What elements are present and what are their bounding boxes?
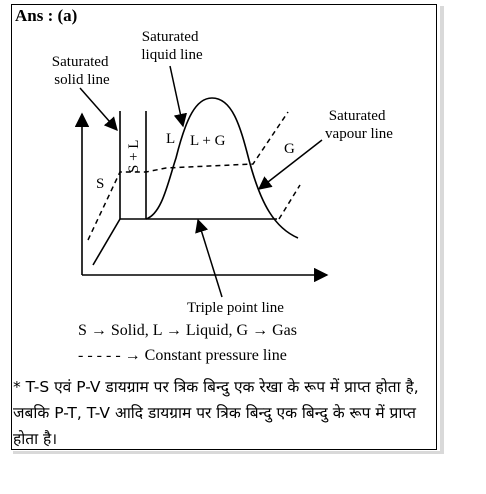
legend-states: S → Solid, L → Liquid, G → Gas (78, 322, 297, 339)
legend-constant-pressure: - - - - - → Constant pressure line (78, 347, 287, 364)
region-l-plus-g-label: L + G (190, 133, 226, 149)
saturated-vapour-line-label: Saturated vapour line (325, 108, 393, 142)
region-s-plus-l-label: S + L (126, 139, 142, 173)
solid-region-base (93, 219, 120, 265)
constant-pressure-line-lower (279, 185, 300, 219)
saturated-solid-line-label: Saturated solid line (51, 54, 110, 88)
region-s-label: S (96, 176, 105, 192)
triple-point-line-label: Triple point line (187, 300, 284, 316)
region-l-label: L (166, 131, 176, 147)
saturated-liquid-line-label: Saturated liquid line (141, 29, 203, 63)
saturation-dome (146, 98, 298, 238)
region-g-label: G (284, 141, 295, 157)
triple-point-pointer (198, 220, 222, 297)
answer-heading: Ans : (a) (15, 6, 78, 25)
hindi-note: * T-S एवं P-V डायग्राम पर त्रिक बिन्दु एक रेखा के रूप में प्राप्त होता है, जबकि P-T, T-V आदि डायग्राम पर त्रिक बिन्दु एक बिन्दु के रूप में प्राप्त होता है। (13, 378, 419, 448)
solid-line-pointer (80, 88, 117, 130)
liquid-line-pointer (170, 66, 183, 126)
constant-pressure-line (88, 112, 288, 240)
